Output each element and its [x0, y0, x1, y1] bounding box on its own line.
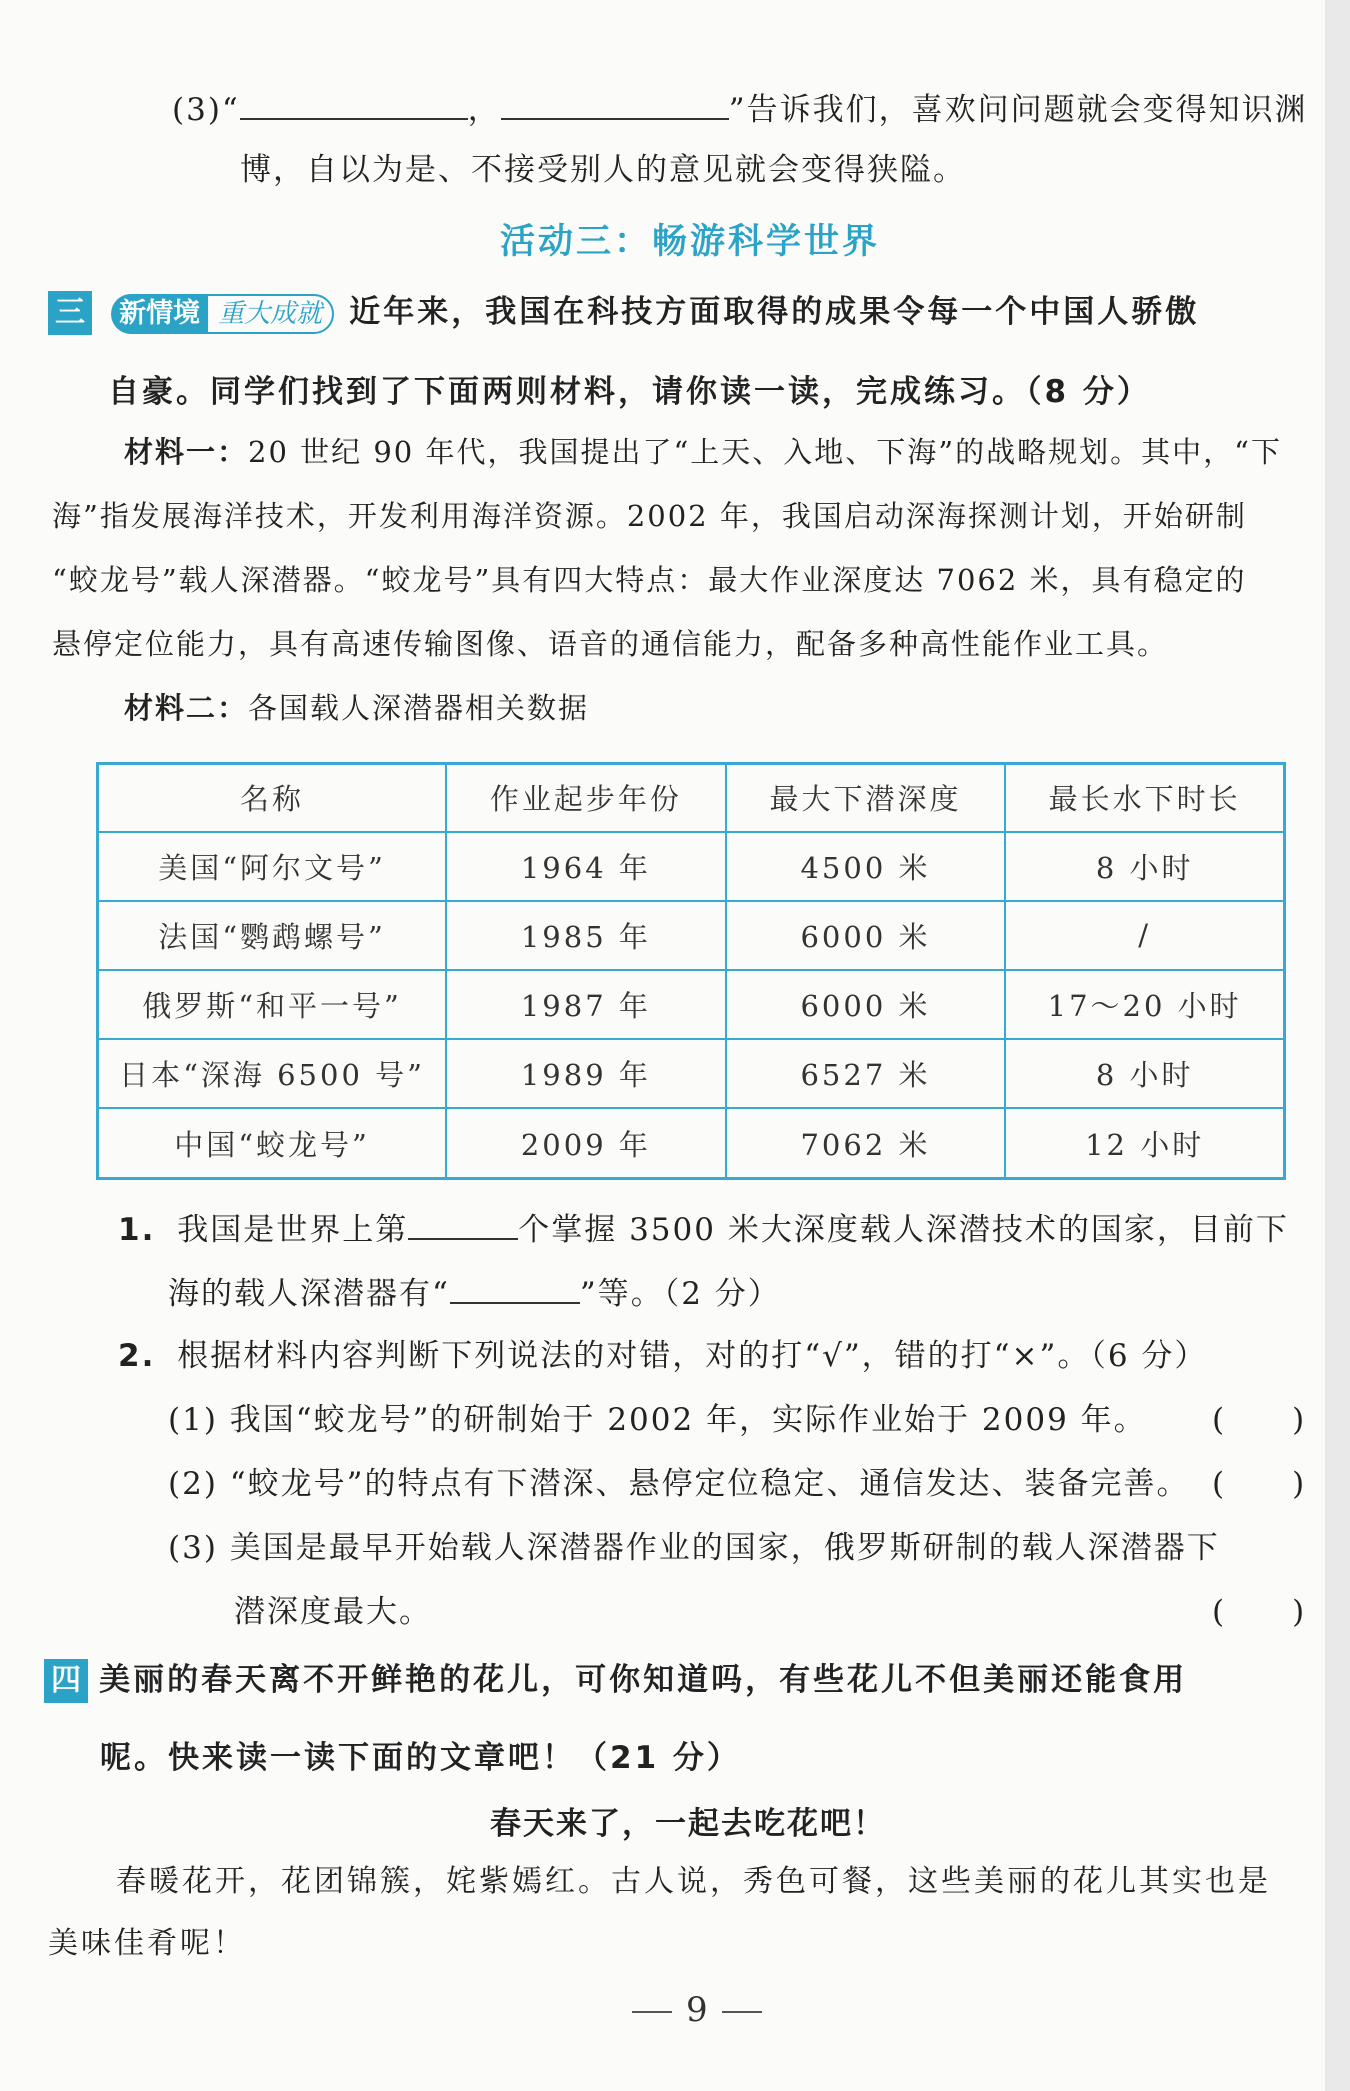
table-row — [98, 901, 1285, 970]
section4-intro-line1: 美丽的春天离不开鲜艳的花儿，可你知道吗，有些花儿不但美丽还能食用 — [99, 1662, 1188, 1698]
table-cell: 俄罗斯“和平一号” — [98, 970, 447, 1039]
table-cell: / — [1005, 901, 1284, 970]
answer-parens-2[interactable]: ( ) — [1212, 1466, 1307, 1502]
table-cell: 17～20 小时 — [1005, 970, 1284, 1039]
material1-line3: “蛟龙号”载人深潜器。“蛟龙号”具有四大特点：最大作业深度达 7062 米，具有稳定的 — [52, 563, 1247, 597]
table-cell: 1964 年 — [446, 832, 726, 901]
question2-number: 2. — [118, 1338, 156, 1374]
table-header-cell: 名称 — [98, 764, 447, 832]
question1-number: 1. — [118, 1212, 156, 1248]
section4-header — [44, 1654, 1187, 1703]
answer-blank[interactable] — [501, 88, 729, 120]
table-header-cell: 最长水下时长 — [1005, 764, 1284, 832]
dash-decoration — [722, 2011, 762, 2013]
table-cell: 6527 米 — [726, 1039, 1006, 1108]
article-paragraph-line2: 美味佳肴呢！ — [48, 1926, 246, 1961]
activity-title: 活动三：畅游科学世界 — [500, 222, 881, 262]
table-row — [98, 970, 1285, 1039]
dash-decoration — [632, 2011, 672, 2013]
tag-new-context: 新情境 — [111, 294, 208, 334]
material1-line2: 海”指发展海洋技术，开发利用海洋资源。2002 年，我国启动深海探测计划，开始研制 — [52, 499, 1247, 533]
table-cell: 6000 米 — [726, 970, 1006, 1039]
material1-line1: 材料一：20 世纪 90 年代，我国提出了“上天、入地、下海”的战略规划。其中，“下 — [124, 435, 1282, 469]
table-cell: 法国“鹦鹉螺号” — [98, 901, 447, 970]
table-cell: 中国“蛟龙号” — [98, 1108, 447, 1178]
table-cell: 6000 米 — [726, 901, 1006, 970]
table-row — [98, 1108, 1285, 1178]
tag-major-achievement: 重大成就 — [206, 294, 334, 334]
table-cell: 8 小时 — [1005, 832, 1284, 901]
table-cell: 7062 米 — [726, 1108, 1006, 1178]
table-cell: 4500 米 — [726, 832, 1006, 901]
section-number-badge: 四 — [44, 1659, 88, 1703]
statement-3-line2: 潜深度最大。 — [234, 1594, 432, 1630]
table-header-cell: 作业起步年份 — [446, 764, 726, 832]
question2-line: 2. 根据材料内容判断下列说法的对错，对的打“√”，错的打“×”。（6 分） — [118, 1338, 1208, 1374]
answer-blank[interactable] — [408, 1208, 518, 1240]
table-cell: 2009 年 — [446, 1108, 726, 1178]
material1-label: 材料一： — [124, 435, 249, 469]
material2-line: 材料二：各国载人深潜器相关数据 — [124, 691, 590, 725]
q3-sub-line2: 博，自以为是、不接受别人的意见就会变得狭隘。 — [240, 152, 966, 188]
table-cell: 12 小时 — [1005, 1108, 1284, 1178]
table-cell: 1989 年 — [446, 1039, 726, 1108]
section4-intro-line2: 呢。快来读一读下面的文章吧！（21 分） — [100, 1740, 741, 1776]
statement-3-line1: (3) 美国是最早开始载人深潜器作业的国家，俄罗斯研制的载人深潜器下 — [168, 1530, 1220, 1566]
table-row — [98, 832, 1285, 901]
table-cell: 1985 年 — [446, 901, 726, 970]
table-cell: 8 小时 — [1005, 1039, 1284, 1108]
statement-2: (2) “蛟龙号”的特点有下潜深、悬停定位稳定、通信发达、装备完善。 — [168, 1466, 1190, 1502]
answer-blank[interactable] — [240, 88, 468, 120]
submersible-data-table — [96, 762, 1286, 1180]
material2-label: 材料二： — [124, 691, 249, 725]
article-title: 春天来了，一起去吃花吧！ — [490, 1806, 886, 1842]
table-cell: 美国“阿尔文号” — [98, 832, 447, 901]
statement-1: (1) 我国“蛟龙号”的研制始于 2002 年，实际作业始于 2009 年。 — [168, 1402, 1147, 1438]
page-number: 9 — [618, 1990, 776, 2030]
article-paragraph-line1: 春暖花开，花团锦簇，姹紫嫣红。古人说，秀色可餐，这些美丽的花儿其实也是 — [116, 1864, 1271, 1899]
table-header-cell: 最大下潜深度 — [726, 764, 1006, 832]
answer-parens-1[interactable]: ( ) — [1212, 1402, 1307, 1438]
section3-intro-line2: 自豪。同学们找到了下面两则材料，请你读一读，完成练习。（8 分） — [108, 374, 1151, 410]
question1-line2: 海的载人深潜器有“ ”等。（2 分） — [168, 1272, 781, 1314]
table-cell: 1987 年 — [446, 970, 726, 1039]
table-header-row — [98, 764, 1285, 832]
section-number-badge: 三 — [48, 291, 92, 335]
q3-sub-label: (3) — [172, 92, 222, 128]
answer-blank[interactable] — [450, 1272, 580, 1304]
table-cell: 日本“深海 6500 号” — [98, 1039, 447, 1108]
q3-sub-line1: (3)“ ， ”告诉我们，喜欢问问题就会变得知识渊 — [172, 88, 1308, 130]
table-row — [98, 1039, 1285, 1108]
section3-intro-line1: 近年来，我国在科技方面取得的成果令每一个中国人骄傲 — [349, 294, 1200, 330]
section3-header — [48, 286, 1199, 335]
answer-parens-3[interactable]: ( ) — [1212, 1594, 1307, 1630]
material1-line4: 悬停定位能力，具有高速传输图像、语音的通信能力，配备多种高性能作业工具。 — [52, 627, 1169, 661]
question1-line1: 1. 我国是世界上第 个掌握 3500 米大深度载人深潜技术的国家，目前下 — [118, 1208, 1289, 1250]
